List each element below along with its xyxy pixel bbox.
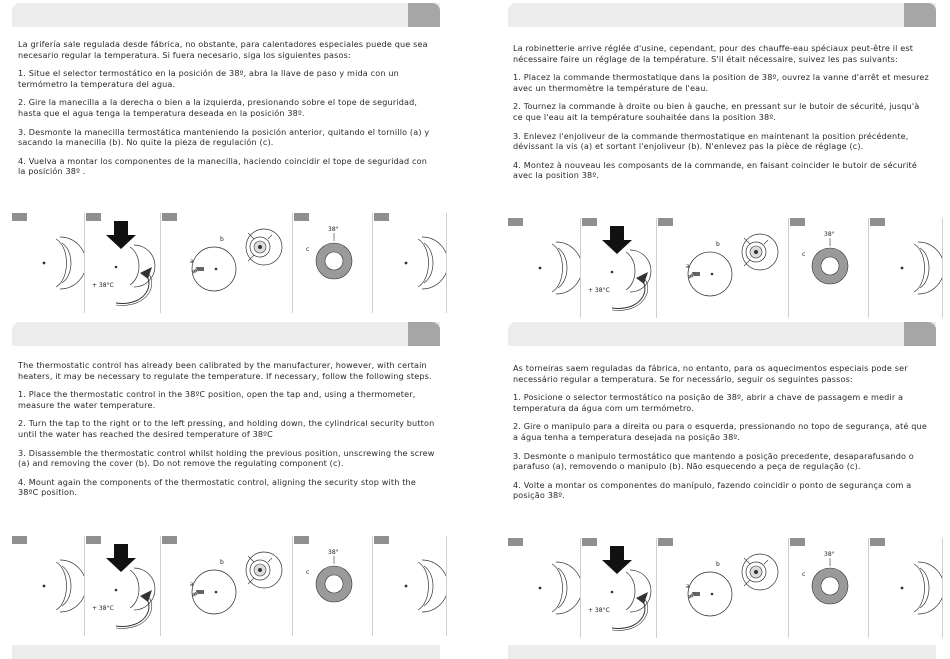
faucet-handle-diagram [582, 218, 656, 318]
illustration-strip [508, 218, 938, 318]
faucet-handle-diagram [790, 218, 868, 318]
faucet-handle-diagram [12, 213, 84, 313]
illustration-panel-1 [12, 536, 85, 636]
illustration-strip [508, 538, 938, 638]
illustration-strip [12, 536, 442, 636]
step-4: 4. Mount again the components of the thermostatic control, aligning the security stop with the 38ºC position. [18, 476, 416, 498]
step-3: 3. Desmonte la manecilla termostática manteniendo la posición anterior, quitando el tornillo (a) y sacando la manecilla (b). No quite la pieza de regulación (c). [18, 126, 430, 148]
faucet-handle-diagram [86, 536, 160, 636]
faucet-handle-diagram [294, 536, 372, 636]
temperature-label: + 38°C [92, 282, 114, 289]
screw-label: a [190, 258, 194, 265]
step-3: 3. Enlevez l'enjoliveur de la commande thermostatique en maintenant la position précédente, dévissant la vis (a) et sortant l'enjoliveur (b). N'enlevez pas la pièce de réglage (c). [513, 130, 909, 152]
instructions-text [18, 360, 436, 506]
regulator-label: c [306, 569, 310, 576]
footer-bar [508, 645, 936, 659]
section-header-tab [904, 3, 936, 27]
step-2: 2. Gire la manecilla a la derecha o bien a la izquierda, presionando sobre el tope de seguridad, hasta que el agua tenga la temperatura deseada en la posición 38º. [18, 97, 418, 118]
illustration-panel-5 [870, 538, 943, 638]
section-header-tab [408, 3, 440, 27]
instructions-text [513, 43, 931, 189]
intro-paragraph: La robinetterie arrive réglée d'usine, cependant, pour des chauffe-eau spéciaux peut-être il est nécessaire faire un réglage de la température. S'il était nécessaire, suivez les pas suivants: [513, 43, 914, 64]
handle-label: b [220, 559, 224, 566]
illustration-panel-2 [86, 213, 161, 313]
step-1: 1. Placez la commande thermostatique dans la position de 38º, ouvrez la vanne d'arrêt et mesurez avec un thermomètre la température de l'eau. [513, 72, 929, 93]
intro-paragraph: The thermostatic control has already been calibrated by the manufacturer, however, with certain heaters, it may be necessary to regulate the temperature. If necessary, follow the following steps. [18, 360, 432, 381]
handle-label: b [716, 241, 720, 248]
intro-paragraph: As torneiras saem reguladas da fábrica, no entanto, para os aquecimentos especiais pode ser necessário regular a temperatura. Se for necessário, seguir os seguintes passos: [513, 363, 908, 384]
step-2: 2. Turn the tap to the right or to the left pressing, and holding down, the cylindrical security button until the water has reached the desired temperature of 38ºC [18, 418, 435, 439]
temperature-label: + 38°C [588, 607, 610, 614]
illustration-panel-5 [870, 218, 943, 318]
screw-label: a [686, 263, 690, 270]
illustration-panel-4 [294, 213, 373, 313]
illustration-panel-4 [790, 538, 869, 638]
degree-label: 38° [328, 549, 339, 556]
instructions-text [18, 39, 436, 185]
faucet-handle-diagram [162, 536, 292, 636]
regulator-label: c [802, 251, 806, 258]
degree-label: 38° [328, 226, 339, 233]
temperature-label: + 38°C [588, 287, 610, 294]
faucet-handle-diagram [86, 213, 160, 313]
illustration-panel-1 [508, 218, 581, 318]
degree-label: 38° [824, 231, 835, 238]
step-1: 1. Place the thermostatic control in the 38ºC position, open the tap and, using a thermometer, measure the water temperature. [18, 389, 416, 410]
regulator-label: c [306, 246, 310, 253]
section-header-bar [12, 3, 440, 27]
step-1: 1. Situe el selector termostático en la posición de 38º, abra la llave de paso y mida con un termómetro la temperatura del agua. [18, 68, 399, 89]
faucet-handle-diagram [374, 213, 446, 313]
illustration-panel-3 [162, 536, 293, 636]
screw-label: a [686, 583, 690, 590]
illustration-panel-1 [12, 213, 85, 313]
footer-bar [12, 645, 440, 659]
step-4: 4. Vuelva a montar los componentes de la manecilla, haciendo coincidir el tope de seguridad con la posición 38º . [18, 155, 428, 177]
faucet-handle-diagram [870, 218, 942, 318]
temperature-label: + 38°C [92, 605, 114, 612]
illustration-panel-2 [582, 218, 657, 318]
faucet-handle-diagram [374, 536, 446, 636]
faucet-handle-diagram [658, 538, 788, 638]
step-1: 1. Posicione o selector termostático na posição de 38º, abrir a chave de passagem e medir a temperatura da água com um termómetro. [513, 392, 904, 413]
illustration-panel-3 [658, 538, 789, 638]
illustration-strip [12, 213, 442, 313]
illustration-panel-3 [658, 218, 789, 318]
step-2: 2. Gire o manipulo para a direita ou para o esquerda, pressionando no topo de segurança, até que a água tenha a temperatura desejada na posição 38º. [513, 421, 927, 442]
faucet-handle-diagram [508, 538, 580, 638]
section-header-tab [408, 322, 440, 346]
illustration-panel-2 [582, 538, 657, 638]
instructions-text [513, 363, 931, 509]
section-header-bar [508, 3, 936, 27]
regulator-label: c [802, 571, 806, 578]
illustration-panel-4 [790, 218, 869, 318]
illustration-panel-4 [294, 536, 373, 636]
illustration-panel-1 [508, 538, 581, 638]
screw-label: a [190, 581, 194, 588]
faucet-handle-diagram [870, 538, 942, 638]
faucet-handle-diagram [658, 218, 788, 318]
handle-label: b [716, 561, 720, 568]
step-4: 4. Montez à nouveau les composants de la commande, en faisant coincider le butoir de sécurité avec la position 38º. [513, 159, 917, 181]
faucet-handle-diagram [790, 538, 868, 638]
faucet-handle-diagram [12, 536, 84, 636]
section-header-tab [904, 322, 936, 346]
illustration-panel-3 [162, 213, 293, 313]
faucet-handle-diagram [294, 213, 372, 313]
faucet-handle-diagram [582, 538, 656, 638]
degree-label: 38° [824, 551, 835, 558]
section-header-bar [12, 322, 440, 346]
illustration-panel-5 [374, 536, 447, 636]
handle-label: b [220, 236, 224, 243]
step-2: 2. Tournez la commande à droite ou bien à gauche, en pressant sur le butoir de sécurité, jusqu'à ce que l'eau ait la température souhaitée dans la position 38º. [513, 101, 920, 122]
faucet-handle-diagram [508, 218, 580, 318]
illustration-panel-2 [86, 536, 161, 636]
step-4: 4. Volte a montar os componentes do manípulo, fazendo coincidir o ponto de segurança com a posição 38º. [513, 479, 912, 501]
intro-paragraph: La grifería sale regulada desde fábrica, no obstante, para calentadores especiales puede que sea necesario regular la temperatura. Si fuera necesario, siga los siguientes pasos: [18, 39, 428, 60]
step-3: 3. Disassemble the thermostatic control whilst holding the previous position, unscrewing the screw (a) and removing the cover (b). Do not remove the regulating component (c). [18, 447, 435, 469]
illustration-panel-5 [374, 213, 447, 313]
faucet-handle-diagram [162, 213, 292, 313]
section-header-bar [508, 322, 936, 346]
step-3: 3. Desmonte o manipulo termostático que mantendo a posição precedente, desaparafusando o parafuso (a), removendo o manipulo (b). Não esquecendo a peça de regulação (c). [513, 450, 914, 472]
